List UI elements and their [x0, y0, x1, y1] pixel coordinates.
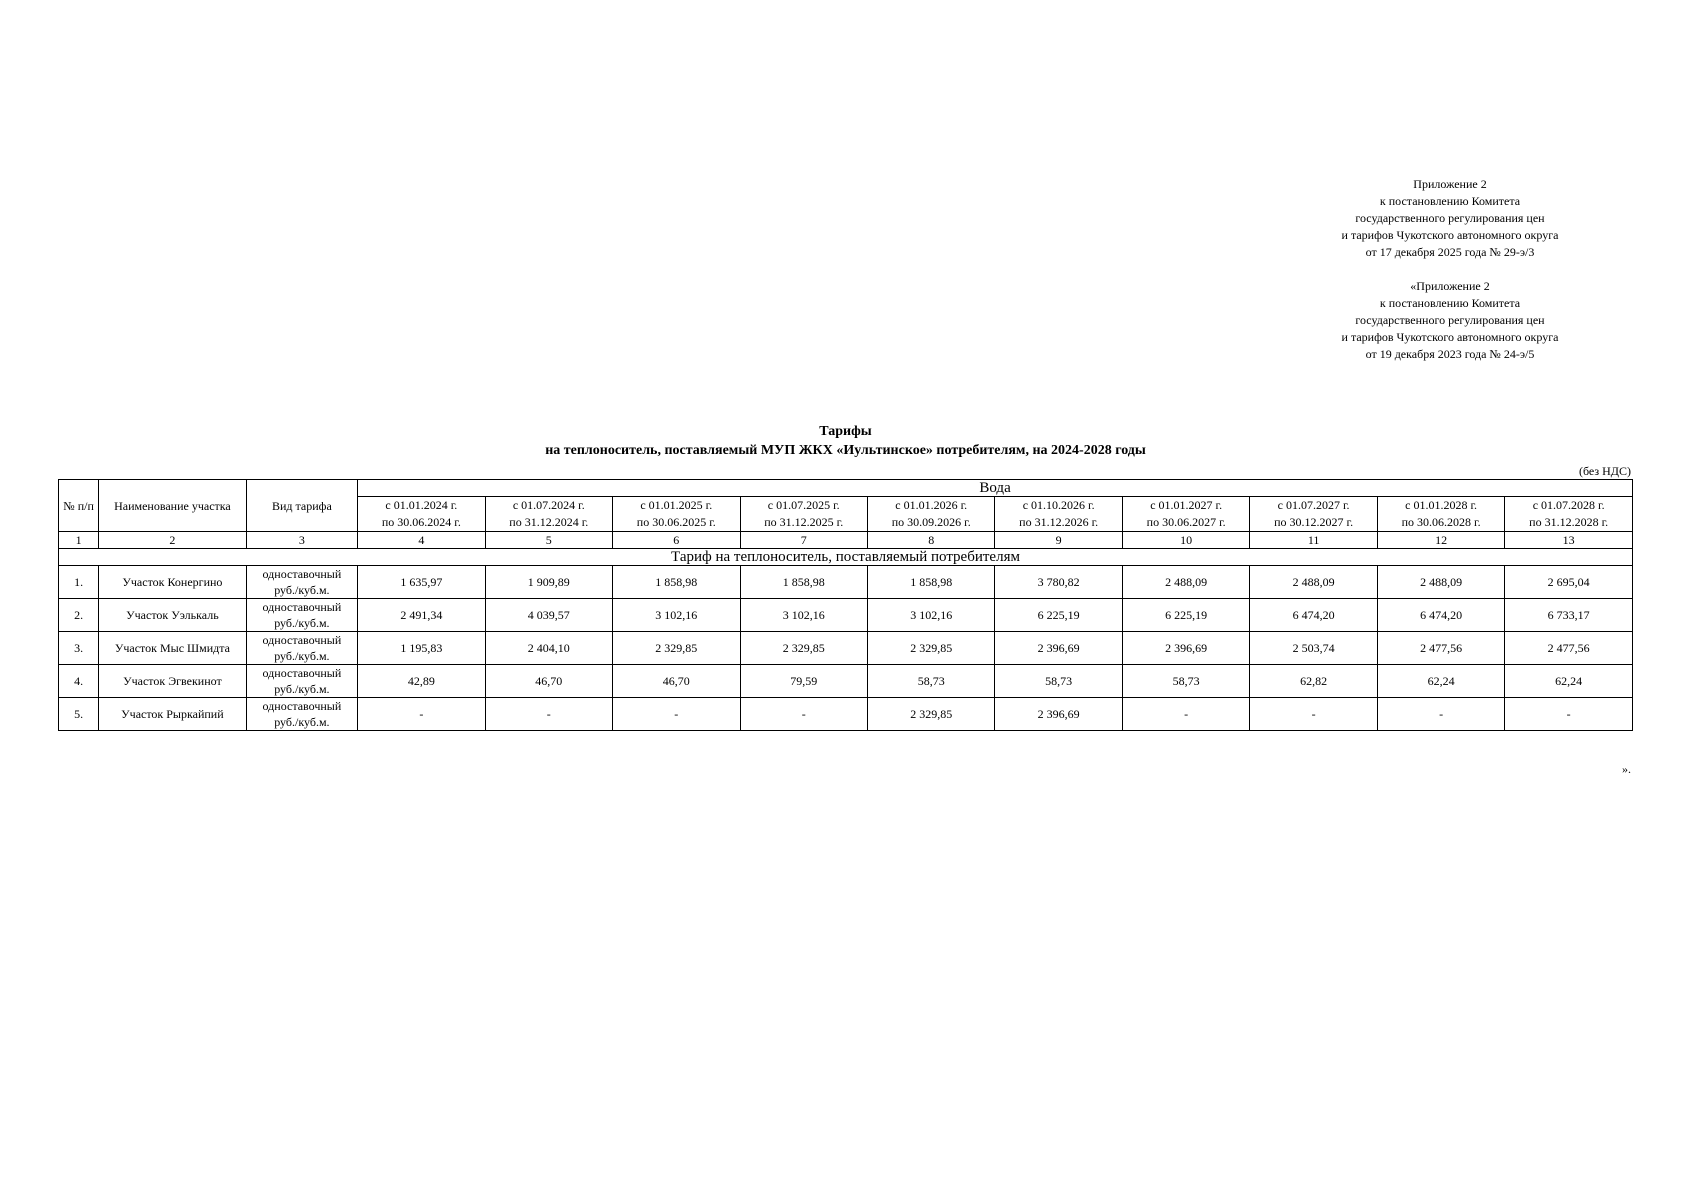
column-number: 5 — [485, 532, 612, 549]
tariff-value: 62,24 — [1377, 665, 1504, 698]
title-line-1: Тарифы — [819, 424, 872, 439]
tariff-value: 46,70 — [613, 665, 740, 698]
period-start: с 01.01.2027 г. — [1150, 498, 1223, 512]
period-header — [995, 497, 1122, 532]
tariff-value: - — [613, 698, 740, 731]
section-title: Тариф на теплоноситель, поставляемый потребителям — [59, 549, 1633, 566]
tariff-value: 2 491,34 — [358, 599, 485, 632]
tariff-value: 6 733,17 — [1505, 599, 1633, 632]
tariff-value: 58,73 — [995, 665, 1122, 698]
column-number: 8 — [867, 532, 994, 549]
column-number: 11 — [1250, 532, 1377, 549]
tariff-value: 62,82 — [1250, 665, 1377, 698]
tariff-value: 3 780,82 — [995, 566, 1122, 599]
tariff-value: 2 329,85 — [867, 632, 994, 665]
column-number: 1 — [59, 532, 99, 549]
period-end: по 31.12.2028 г. — [1529, 515, 1609, 529]
tariff-value: 2 396,69 — [995, 632, 1122, 665]
tariff-value: 1 858,98 — [867, 566, 994, 599]
tariff-value: 1 635,97 — [358, 566, 485, 599]
annex-line: к постановлению Комитета — [1379, 296, 1521, 310]
tariff-value: 1 909,89 — [485, 566, 612, 599]
tariff-value: 1 858,98 — [613, 566, 740, 599]
site-name: Участок Конергино — [99, 566, 247, 599]
annex-header — [1290, 176, 1610, 363]
tariff-value: - — [740, 698, 867, 731]
tariff-kind-unit: руб./куб.м. — [274, 682, 330, 696]
annex-line: и тарифов Чукотского автономного округа — [1341, 228, 1559, 242]
annex-current — [1290, 176, 1610, 261]
site-name: Участок Эгвекинот — [99, 665, 247, 698]
period-header — [740, 497, 867, 532]
tariff-value: 1 858,98 — [740, 566, 867, 599]
tariff-value: 58,73 — [867, 665, 994, 698]
tariff-value: - — [1122, 698, 1249, 731]
tariff-kind — [246, 665, 357, 698]
period-start: с 01.01.2028 г. — [1405, 498, 1478, 512]
period-header — [1505, 497, 1633, 532]
period-start: с 01.01.2026 г. — [895, 498, 968, 512]
document-title — [58, 422, 1633, 460]
period-header — [1122, 497, 1249, 532]
annex-line: к постановлению Комитета — [1379, 194, 1521, 208]
annex-line: Приложение 2 — [1413, 177, 1487, 191]
tariff-value: 42,89 — [358, 665, 485, 698]
annex-line: от 19 декабря 2023 года № 24-э/5 — [1365, 347, 1535, 361]
tariff-value: 4 039,57 — [485, 599, 612, 632]
period-header — [1250, 497, 1377, 532]
tariff-value: 2 396,69 — [995, 698, 1122, 731]
period-header — [867, 497, 994, 532]
tariff-value: 46,70 — [485, 665, 612, 698]
tariff-kind — [246, 698, 357, 731]
tariff-kind-unit: руб./куб.м. — [274, 583, 330, 597]
table-row — [59, 566, 1633, 599]
period-start: с 01.01.2024 г. — [385, 498, 458, 512]
annex-line: и тарифов Чукотского автономного округа — [1341, 330, 1559, 344]
tariff-kind-type: одноставочный — [262, 600, 342, 614]
annex-line: «Приложение 2 — [1410, 279, 1490, 293]
period-end: по 30.06.2027 г. — [1146, 515, 1226, 529]
tariff-value: 79,59 — [740, 665, 867, 698]
period-start: с 01.07.2024 г. — [512, 498, 585, 512]
period-end: по 31.12.2025 г. — [764, 515, 844, 529]
header-kind: Вид тарифа — [246, 480, 357, 532]
table-row — [59, 632, 1633, 665]
tariff-kind-unit: руб./куб.м. — [274, 616, 330, 630]
column-number: 6 — [613, 532, 740, 549]
row-number: 4. — [59, 665, 99, 698]
tariff-value: 2 488,09 — [1377, 566, 1504, 599]
period-start: с 01.07.2025 г. — [767, 498, 840, 512]
site-name: Участок Уэлькаль — [99, 599, 247, 632]
column-number: 3 — [246, 532, 357, 549]
tariff-value: 6 225,19 — [995, 599, 1122, 632]
table-row — [59, 665, 1633, 698]
tariff-value: 2 404,10 — [485, 632, 612, 665]
header-num: № п/п — [59, 480, 99, 532]
tariff-kind-type: одноставочный — [262, 567, 342, 581]
tariff-value: 6 225,19 — [1122, 599, 1249, 632]
tariff-kind-type: одноставочный — [262, 666, 342, 680]
tariff-kind-unit: руб./куб.м. — [274, 715, 330, 729]
period-end: по 31.12.2024 г. — [509, 515, 589, 529]
period-header — [358, 497, 485, 532]
tariff-value: 2 488,09 — [1250, 566, 1377, 599]
tariff-value: 2 329,85 — [740, 632, 867, 665]
period-header — [1377, 497, 1504, 532]
tariff-kind — [246, 599, 357, 632]
column-number: 10 — [1122, 532, 1249, 549]
tariff-value: 6 474,20 — [1250, 599, 1377, 632]
vat-note: (без НДС) — [1578, 464, 1631, 478]
tariff-kind-unit: руб./куб.м. — [274, 649, 330, 663]
period-header — [613, 497, 740, 532]
row-number: 2. — [59, 599, 99, 632]
column-number: 12 — [1377, 532, 1504, 549]
header-name: Наименование участка — [99, 480, 247, 532]
tariff-value: 2 503,74 — [1250, 632, 1377, 665]
tariff-value: - — [1250, 698, 1377, 731]
tariff-value: 2 329,85 — [613, 632, 740, 665]
row-number: 1. — [59, 566, 99, 599]
period-header — [485, 497, 612, 532]
period-end: по 30.12.2027 г. — [1274, 515, 1354, 529]
tariff-value: 2 488,09 — [1122, 566, 1249, 599]
tariff-value: - — [1377, 698, 1504, 731]
period-end: по 30.06.2028 г. — [1401, 515, 1481, 529]
tariff-value: 2 329,85 — [867, 698, 994, 731]
period-end: по 30.09.2026 г. — [891, 515, 971, 529]
annex-line: от 17 декабря 2025 года № 29-э/3 — [1365, 245, 1535, 259]
tariff-value: 3 102,16 — [867, 599, 994, 632]
tariff-value: 3 102,16 — [740, 599, 867, 632]
tariff-kind-type: одноставочный — [262, 699, 342, 713]
header-water: Вода — [358, 480, 1633, 497]
tariff-value: 2 477,56 — [1505, 632, 1633, 665]
table-row — [59, 599, 1633, 632]
tariff-value: - — [1505, 698, 1633, 731]
row-number: 5. — [59, 698, 99, 731]
tariff-value: 3 102,16 — [613, 599, 740, 632]
column-number: 13 — [1505, 532, 1633, 549]
table-row — [59, 698, 1633, 731]
closing-quote: ». — [1622, 762, 1631, 776]
tariff-kind — [246, 566, 357, 599]
tariff-value: - — [485, 698, 612, 731]
tariff-value: 2 695,04 — [1505, 566, 1633, 599]
tariff-value: 6 474,20 — [1377, 599, 1504, 632]
tariff-value: 1 195,83 — [358, 632, 485, 665]
annex-line: государственного регулирования цен — [1355, 313, 1545, 327]
period-start: с 01.10.2026 г. — [1022, 498, 1095, 512]
annex-previous — [1290, 278, 1610, 363]
tariff-value: 58,73 — [1122, 665, 1249, 698]
header-row — [59, 480, 1633, 497]
period-end: по 30.06.2024 г. — [381, 515, 461, 529]
column-number: 9 — [995, 532, 1122, 549]
tariff-kind-type: одноставочный — [262, 633, 342, 647]
period-end: по 30.06.2025 г. — [636, 515, 716, 529]
period-start: с 01.01.2025 г. — [640, 498, 713, 512]
period-start: с 01.07.2027 г. — [1277, 498, 1350, 512]
row-number: 3. — [59, 632, 99, 665]
site-name: Участок Рыркайпий — [99, 698, 247, 731]
tariff-value: 2 477,56 — [1377, 632, 1504, 665]
section-row — [59, 549, 1633, 566]
period-end: по 31.12.2026 г. — [1019, 515, 1099, 529]
site-name: Участок Мыс Шмидта — [99, 632, 247, 665]
title-line-2: на теплоноситель, поставляемый МУП ЖКХ «Иультинское» потребителям, на 2024-2028 годы — [545, 443, 1146, 458]
tariff-value: 62,24 — [1505, 665, 1633, 698]
column-number: 2 — [99, 532, 247, 549]
annex-line: государственного регулирования цен — [1355, 211, 1545, 225]
column-number-row — [59, 532, 1633, 549]
period-start: с 01.07.2028 г. — [1532, 498, 1605, 512]
tariff-kind — [246, 632, 357, 665]
column-number: 7 — [740, 532, 867, 549]
tariff-table — [58, 479, 1633, 731]
column-number: 4 — [358, 532, 485, 549]
tariff-value: 2 396,69 — [1122, 632, 1249, 665]
tariff-value: - — [358, 698, 485, 731]
